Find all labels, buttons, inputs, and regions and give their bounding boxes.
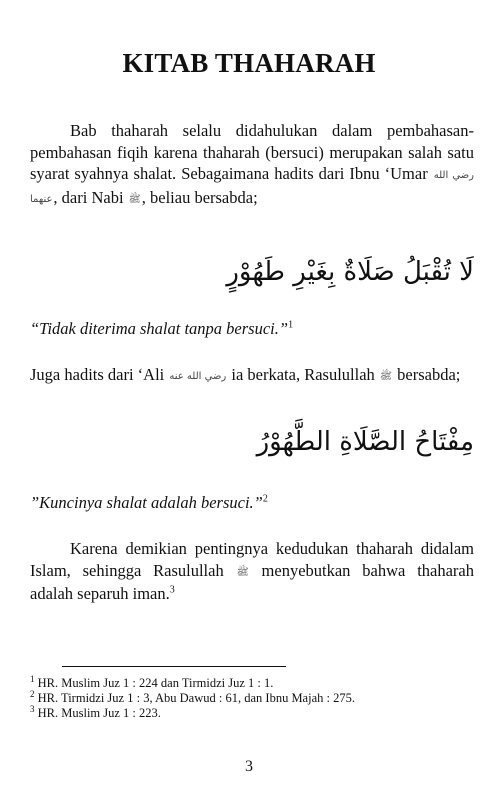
footnote-ref-2[interactable]: 2 bbox=[262, 493, 268, 505]
footnote-ref-1[interactable]: 1 bbox=[288, 319, 294, 331]
ali-text-1: Juga hadits dari ‘Ali bbox=[30, 365, 165, 384]
chapter-title: KITAB THAHARAH bbox=[122, 48, 376, 78]
ali-text-3: bersabda; bbox=[393, 365, 461, 384]
footnote-3 bbox=[30, 703, 474, 721]
hadith-1-arabic: لَا تُقْبَلُ صَلَاةٌ بِغَيْرِ طَهُوْرٍ bbox=[226, 257, 474, 287]
ali-text-2: ia berkata, Rasulullah bbox=[227, 365, 375, 384]
intro-text-3: , beliau bersabda; bbox=[141, 187, 258, 207]
closing-text-1: Karena demikian pentingnya kedudukan thaharah didalam Islam, sehingga Rasulullah bbox=[30, 539, 474, 580]
footnote-divider bbox=[62, 666, 286, 667]
footnote-2-text: HR. Tirmidzi Juz 1 : 3, Abu Dawud : 61, dan Ibnu Majah : 275. bbox=[34, 691, 355, 705]
footnote-3-text: HR. Muslim Juz 1 : 223. bbox=[34, 706, 161, 720]
footnote-1-num: 1 bbox=[30, 673, 35, 684]
radhiyallahu-anhu-honorific: رضي الله عنه bbox=[169, 371, 227, 382]
closing-paragraph bbox=[30, 538, 474, 605]
shallallahu-alaihi-wasallam-honorific-2: ﷺ bbox=[379, 371, 393, 382]
footnote-ref-3[interactable]: 3 bbox=[169, 584, 175, 596]
footnote-2-num: 2 bbox=[30, 688, 35, 699]
ali-paragraph bbox=[30, 364, 474, 388]
footnote-3-num: 3 bbox=[30, 703, 35, 714]
hadith-2-translation bbox=[30, 492, 474, 514]
closing-text-2: menyebutkan bahwa thaharah adalah separuh iman. bbox=[30, 560, 475, 603]
footnote-1 bbox=[30, 673, 474, 691]
intro-text-1: Bab thaharah selalu didahulukan dalam pembahasan-pembahasan fiqih karena thaharah (bersuci) merupakan salah satu syarat syahnya shalat. Sebagaimana hadits dari Ibnu ‘Umar bbox=[30, 121, 474, 183]
shallallahu-alaihi-wasallam-honorific: ﷺ bbox=[128, 193, 141, 205]
shallallahu-alaihi-wasallam-honorific-3: ﷺ bbox=[236, 566, 249, 578]
hadith-1-translation bbox=[30, 318, 474, 340]
footnote-2 bbox=[30, 688, 474, 706]
hadith-2-arabic: مِفْتَاحُ الصَّلَاةِ الطَّهُوْرُ bbox=[256, 427, 474, 457]
intro-text-2: , dari Nabi bbox=[53, 187, 124, 207]
hadith-1-translation-text: “Tidak diterima shalat tanpa bersuci.” bbox=[30, 319, 289, 338]
radhiyallahu-anhuma-honorific: رضي الله عنهما bbox=[30, 170, 474, 205]
footnote-1-text: HR. Muslim Juz 1 : 224 dan Tirmidzi Juz 1 : 1. bbox=[34, 676, 274, 690]
hadith-2-translation-text: ”Kuncinya shalat adalah bersuci.” bbox=[30, 493, 263, 512]
footnotes bbox=[30, 673, 474, 721]
intro-paragraph bbox=[30, 120, 474, 210]
page-number: 3 bbox=[245, 758, 253, 775]
